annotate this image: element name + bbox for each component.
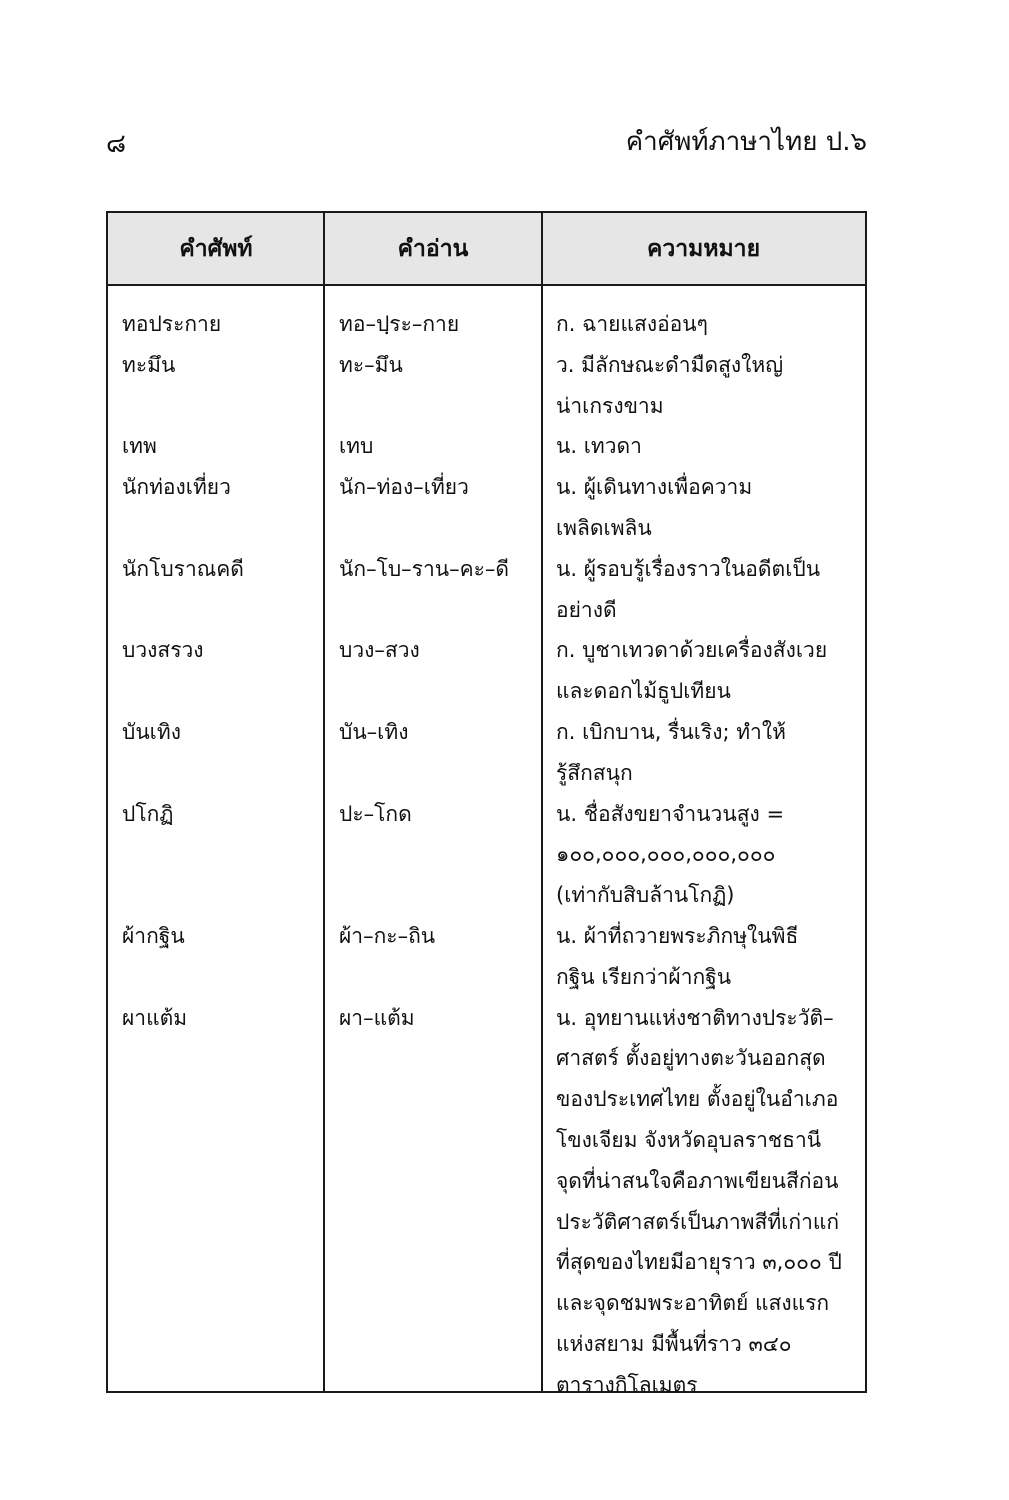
meaning-line: รู้สึกสนุก bbox=[556, 760, 633, 785]
vocabulary-table bbox=[106, 211, 867, 1397]
word-cell: ทอประกาย bbox=[122, 312, 222, 336]
meaning-line: น่าเกรงขาม bbox=[556, 393, 664, 418]
word-cell: บันเทิง bbox=[122, 720, 181, 744]
meaning-line: ว. มีลักษณะดำมืดสูงใหญ่ bbox=[556, 352, 784, 377]
reading-cell: ทอ–ปฺระ–กาย bbox=[339, 312, 460, 336]
meaning-line: ก. เบิกบาน, รื่นเริง; ทำให้ bbox=[556, 720, 786, 744]
reading-cell: นัก–ท่อง–เที่ยว bbox=[339, 475, 469, 500]
reading-cell: ทะ–มึน bbox=[339, 352, 403, 377]
reading-cell: บวง–สวง bbox=[339, 638, 420, 663]
meaning-line: กฐิน เรียกว่าผ้ากฐิน bbox=[556, 964, 732, 989]
reading-cell: เทบ bbox=[339, 434, 374, 459]
meaning-line: ก. ฉายแสงอ่อนๆ bbox=[556, 312, 708, 336]
page-number: ๘ bbox=[106, 129, 127, 159]
meaning-line: น. ผู้เดินทางเพื่อความ bbox=[556, 475, 753, 500]
header-reading: คำอ่าน bbox=[397, 235, 469, 262]
reading-cell: ผ้า–กะ–ถิน bbox=[339, 924, 436, 948]
table-header bbox=[108, 213, 865, 286]
meaning-line: อย่างดี bbox=[556, 597, 617, 622]
meaning-line: น. ผ้าที่ถวายพระภิกษุในพิธี bbox=[556, 924, 799, 948]
reading-cell: ผา–แต้ม bbox=[339, 1005, 415, 1030]
meaning-line: น. ผู้รอบรู้เรื่องราวในอดีตเป็น bbox=[556, 556, 821, 581]
meaning-line: ๑๐๐,๐๐๐,๐๐๐,๐๐๐,๐๐๐ bbox=[556, 842, 776, 867]
word-cell: บวงสรวง bbox=[122, 638, 204, 663]
meaning-line: น. ชื่อสังขยาจำนวนสูง = bbox=[556, 801, 785, 826]
word-cell: เทพ bbox=[122, 434, 157, 459]
meaning-line: ศาสตร์ ตั้งอยู่ทางตะวันออกสุด bbox=[556, 1046, 826, 1071]
meaning-line: (เท่ากับสิบล้านโกฏิ) bbox=[556, 883, 735, 908]
meaning-line: โขงเจียม จังหวัดอุบลราชธานี bbox=[556, 1127, 822, 1152]
word-cell: ทะมึน bbox=[122, 352, 176, 377]
meaning-line: และจุดชมพระอาทิตย์ แสงแรก bbox=[556, 1291, 830, 1316]
word-cell: ปโกฏิ bbox=[122, 801, 174, 826]
column-divider bbox=[541, 213, 543, 1391]
meaning-line: และดอกไม้ธูปเทียน bbox=[556, 679, 731, 704]
running-head: คำศัพท์ภาษาไทย ป.๖ bbox=[625, 127, 867, 157]
word-cell: นักโบราณคดี bbox=[122, 556, 244, 581]
word-cell: ผาแต้ม bbox=[122, 1005, 188, 1030]
meaning-line: จุดที่น่าสนใจคือภาพเขียนสีก่อน bbox=[556, 1168, 839, 1193]
meaning-line: น. อุทยานแห่งชาติทางประวัติ– bbox=[556, 1005, 834, 1030]
header-meaning: ความหมาย bbox=[646, 235, 761, 262]
meaning-line: ประวัติศาสตร์เป็นภาพสีที่เก่าแก่ bbox=[556, 1209, 840, 1234]
meaning-line: ตารางกิโลเมตร bbox=[556, 1372, 698, 1397]
header-word: คำศัพท์ bbox=[179, 235, 253, 262]
reading-cell: ปะ–โกด bbox=[339, 801, 412, 826]
meaning-line: น. เทวดา bbox=[556, 434, 642, 459]
meaning-line: ของประเทศไทย ตั้งอยู่ในอำเภอ bbox=[556, 1087, 839, 1112]
meaning-line: แห่งสยาม มีพื้นที่ราว ๓๔๐ bbox=[556, 1331, 792, 1356]
reading-cell: บัน–เทิง bbox=[339, 720, 409, 744]
meaning-line: ก. บูชาเทวดาด้วยเครื่องสังเวย bbox=[556, 638, 828, 663]
word-cell: นักท่องเที่ยว bbox=[122, 475, 231, 500]
word-cell: ผ้ากฐิน bbox=[122, 924, 185, 948]
reading-cell: นัก–โบ–ราน–คะ–ดี bbox=[339, 556, 510, 581]
column-divider bbox=[323, 213, 325, 1391]
meaning-line: ที่สุดของไทยมีอายุราว ๓,๐๐๐ ปี bbox=[556, 1250, 842, 1275]
meaning-line: เพลิดเพลิน bbox=[556, 515, 652, 540]
